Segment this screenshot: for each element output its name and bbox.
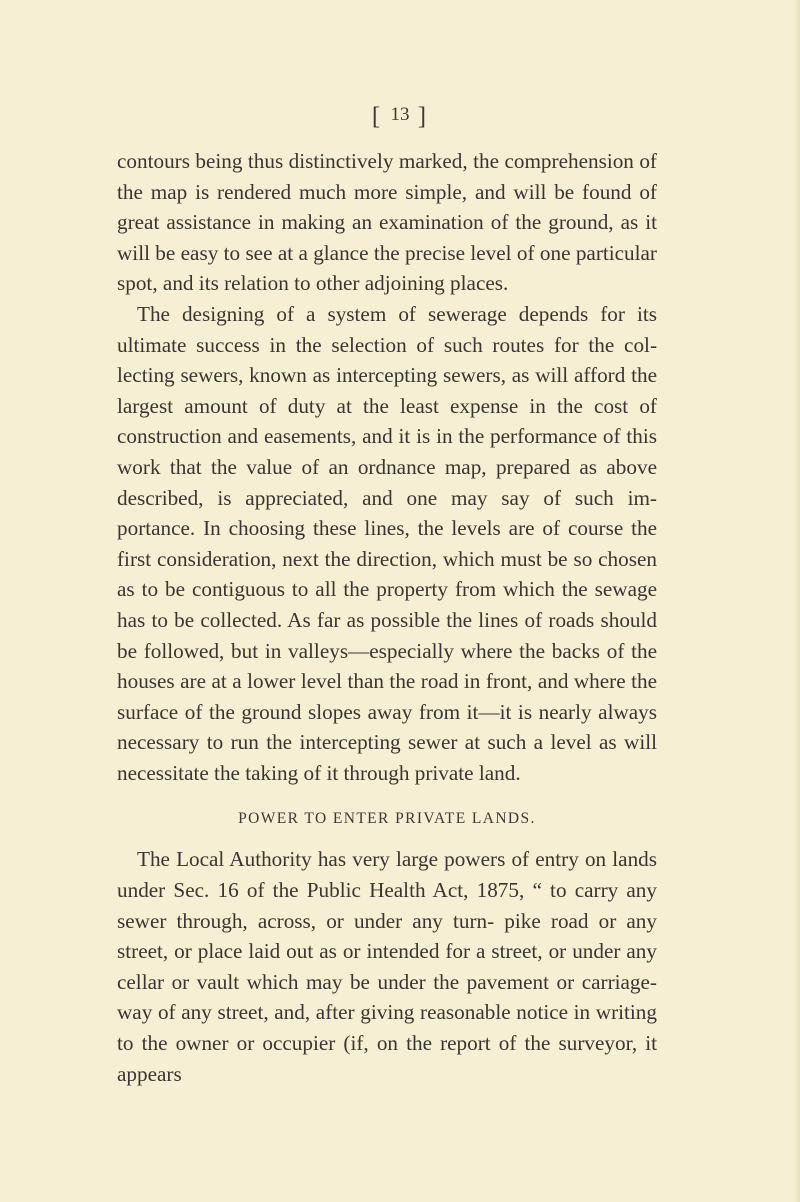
section-heading: POWER TO ENTER PRIVATE LANDS. (238, 810, 536, 828)
paragraph-contours: contours being thus distinctively marked, the comprehension of the map is rendered much more simple, and will be found of great assistance in making an examination of the ground, as it will be easy to see at a glance the precise level of one particular spot, and its relation to other adjoining places. (117, 149, 657, 296)
paragraph-sewerage-design: The designing of a system of sewerage depends for its ultimate success in the selection of such routes for the col- lecting sewers, known as intercepting sewers, as will afford the largest amount of duty at the least expense in the cost of construction and easements, and it is in the performance of this work that the value of an ordnance map, prepared as above described, is appreciated, and one may say of such im- portance. In choosing these lines, the levels are of course the first consideration, next the direction, which must be so chosen as to be contiguous to all the property from which the sewage has to be collected. As far as possible the lines of roads should be followed, but in valleys—especially where the backs of the houses are at a lower level than the road in front, and where the surface of the ground slopes away from it—it is nearly always necessary to run the intercepting sewer at such a level as will necessitate the taking of it through private land. (117, 301, 657, 785)
page-edge-shadow (794, 0, 800, 1202)
folio-number: 13 (390, 104, 410, 125)
folio-close-bracket: ] (417, 103, 429, 130)
body-text (117, 146, 657, 1089)
page-number (0, 103, 800, 131)
folio-open-bracket: [ (371, 103, 383, 130)
paragraph-local-authority: The Local Authority has very large powers of entry on lands under Sec. 16 of the Public Health Act, 1875, “ to carry any sewer through, across, or under any turn- pike road or any street, or place laid out as or intended for a street, or under any cellar or vault which may be under the pavement or carriage-way of any street, and, after giving reasonable notice in writing to the owner or occupier (if, on the report of the surveyor, it appears (117, 847, 657, 1086)
